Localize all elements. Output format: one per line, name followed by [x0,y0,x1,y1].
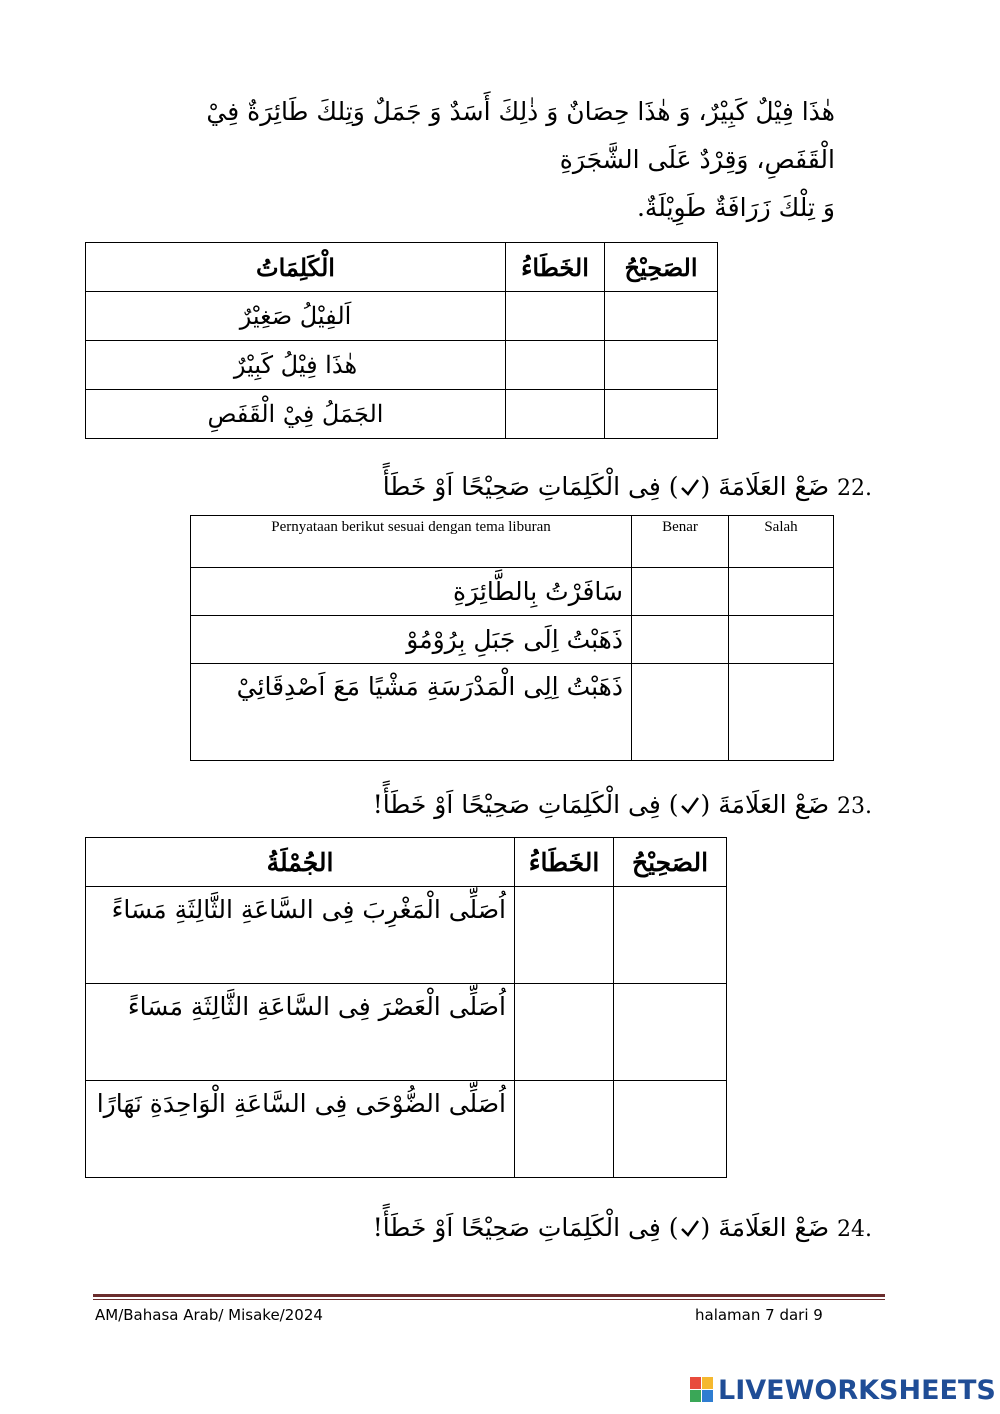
header-sentence: الجُمْلَةُ [86,838,515,887]
answer-cell-wrong[interactable] [506,341,605,390]
table-statements [190,515,834,761]
table-words-1 [85,242,718,439]
passage-line-2: الْقَفَصِ، وَقِرْدٌ عَلَى الشَّجَرَةِ [559,145,835,174]
header-correct: الصَحِيْحُ [605,243,718,292]
answer-cell-correct[interactable] [605,292,718,341]
table-header-row [191,516,834,568]
word-cell: الجَمَلُ فِيْ الْقَفَصِ [86,390,506,439]
instruction-text-start: ضَعْ العَلَامَةَ ( [700,790,830,819]
checkmark-icon [679,794,701,816]
table-row [86,341,718,390]
statement-cell: سَافَرْتُ بِالطَّائِرَةِ [191,568,632,616]
table-header-row [86,243,718,292]
sentence-cell: اُصَلِّى الْمَغْرِبَ فِى السَّاعَةِ الثَّالِثَةِ مَسَاءً [86,887,515,984]
answer-cell-wrong[interactable] [506,390,605,439]
header-wrong: الخَطَاءُ [515,838,614,887]
answer-cell-wrong[interactable] [515,1081,614,1178]
instruction-text-start: ضَعْ العَلَامَةَ ( [700,1213,830,1242]
liveworksheets-logo-icon [690,1377,714,1403]
statement-cell: ذَهَبْتُ اِلَى جَبَلِ بِرُوْمُوْ [191,616,632,664]
answer-cell-correct[interactable] [614,887,727,984]
table-row [191,664,834,761]
footer-rule [93,1294,885,1297]
answer-cell-correct[interactable] [614,984,727,1081]
header-correct: الصَحِيْحُ [614,838,727,887]
answer-cell-benar[interactable] [632,568,729,616]
table-sentences [85,837,727,1178]
question-number: 23. [837,794,872,819]
header-statement: Pernyataan berikut sesuai dengan tema liburan [191,516,632,568]
answer-cell-correct[interactable] [605,341,718,390]
answer-cell-correct[interactable] [614,1081,727,1178]
answer-cell-wrong[interactable] [515,984,614,1081]
instruction-text-start: ضَعْ العَلَامَةَ ( [700,472,830,501]
answer-cell-salah[interactable] [729,664,834,761]
table-row [86,1081,727,1178]
table-row [191,568,834,616]
header-salah: Salah [729,516,834,568]
table-row [191,616,834,664]
footer-page-number: halaman 7 dari 9 [695,1306,823,1324]
answer-cell-salah[interactable] [729,568,834,616]
table-header-row [86,838,727,887]
sentence-cell: اُصَلِّى الضُّوْحَى فِى السَّاعَةِ الْوَاحِدَةِ نَهَارًا [86,1081,515,1178]
passage-line-1: هٰذَا فِيْلٌ كَبِيْرٌ، وَ هٰذَا حِصَانٌ وَ ذٰلِكَ أَسَدٌ وَ جَمَلٌ وَتِلكَ طَائِرَةٌ فِيْ [206,97,835,126]
answer-cell-wrong[interactable] [506,292,605,341]
footer-rule-thin [93,1299,885,1300]
table-row [86,984,727,1081]
question-22-instruction [383,472,872,501]
instruction-text-end: ) فِى الْكَلِمَاتِ صَحِيْحًا اَوْ خَطَأً [382,472,679,501]
answer-cell-salah[interactable] [729,616,834,664]
passage-line-3: وَ تِلْكَ زَرَافَةٌ طَوِيْلَةٌ. [636,193,835,222]
sentence-cell: اُصَلِّى الْعَصْرَ فِى السَّاعَةِ الثَّالِثَةِ مَسَاءً [86,984,515,1081]
checkmark-icon [679,1217,701,1239]
question-24-instruction [373,1213,872,1242]
word-cell: اَلفِيْلُ صَغِيْرٌ [86,292,506,341]
header-wrong: الخَطَاءُ [506,243,605,292]
table-row [86,390,718,439]
brand-name: LIVEWORKSHEETS [718,1374,996,1406]
header-words: الْكَلِمَاتُ [86,243,506,292]
footer-document-id: AM/Bahasa Arab/ Misake/2024 [95,1306,323,1324]
table-row [86,887,727,984]
reading-passage [95,88,835,232]
question-number: 24. [837,1217,872,1242]
answer-cell-correct[interactable] [605,390,718,439]
instruction-text-end: ) فِى الْكَلِمَاتِ صَحِيْحًا اَوْ خَطَأً! [372,1213,679,1242]
question-number: 22. [837,476,872,501]
answer-cell-benar[interactable] [632,664,729,761]
table-row [86,292,718,341]
question-23-instruction [373,790,872,819]
header-benar: Benar [632,516,729,568]
checkmark-icon [679,476,701,498]
statement-cell: ذَهَبْتُ اِلِى الْمَدْرَسَةِ مَشْيًا مَعَ اَصْدِقَائِيْ [191,664,632,761]
answer-cell-wrong[interactable] [515,887,614,984]
instruction-text-end: ) فِى الْكَلِمَاتِ صَحِيْحًا اَوْ خَطَأً! [372,790,679,819]
liveworksheets-logo [690,1372,996,1408]
answer-cell-benar[interactable] [632,616,729,664]
word-cell: هٰذَا فِيْلُ كَبِيْرٌ [86,341,506,390]
